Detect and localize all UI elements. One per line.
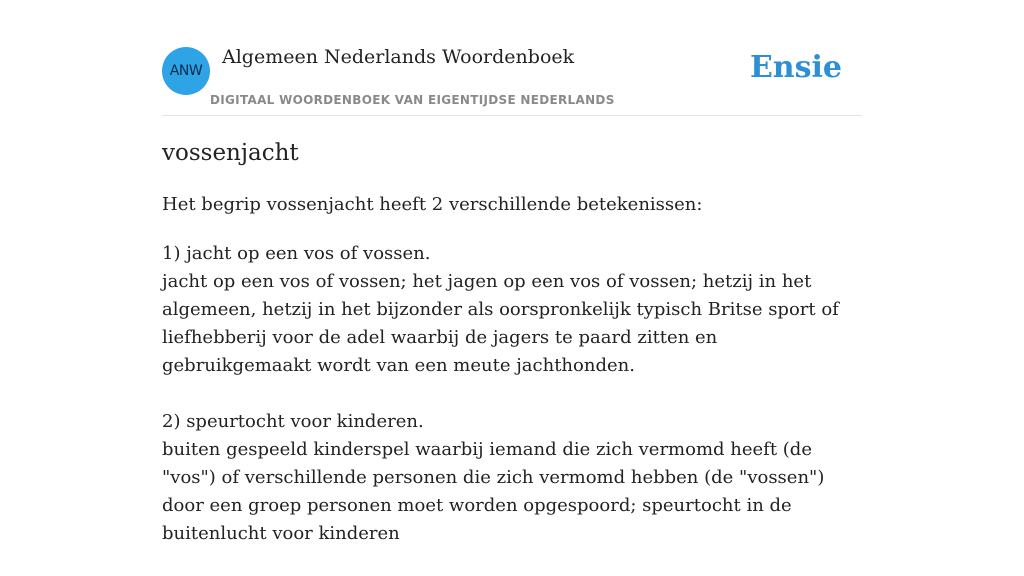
page (162, 0, 862, 544)
site-subtitle: DIGITAAL WOORDENBOEK VAN EIGENTIJDSE NEDERLANDS (210, 93, 615, 107)
meaning-heading: 1) jacht op een vos of vossen. (162, 243, 431, 264)
meaning-item (162, 240, 862, 380)
meaning-heading: 2) speurtocht voor kinderen. (162, 411, 424, 432)
meaning-item (162, 408, 862, 548)
entry-intro: Het begrip vossenjacht heeft 2 verschillende betekenissen: (162, 194, 703, 215)
meaning-definition: jacht op een vos of vossen; het jagen op een vos of vossen; hetzij in het algemeen, hetzij in het bijzonder als oorspronkelijk typisch Britse sport of liefhebberij voor de adel waarbij de jagers te paard zitten en gebruikgemaakt wordt van een meute jachthonden. (162, 271, 839, 376)
site-header (162, 0, 862, 116)
page-title: vossenjacht (162, 140, 299, 166)
site-title[interactable]: Algemeen Nederlands Woordenboek (222, 46, 575, 68)
ensie-brand-logo[interactable]: Ensie (749, 50, 842, 85)
anw-logo[interactable]: ANW (162, 47, 210, 95)
meanings-list (162, 240, 862, 576)
meaning-definition: buiten gespeeld kinderspel waarbij iemand die zich vermomd heeft (de "vos") of verschillende personen die zich vermomd hebben (de "vossen") door een groep personen moet worden opgespoord; speurtocht in de buitenlucht voor kinderen (162, 439, 825, 544)
